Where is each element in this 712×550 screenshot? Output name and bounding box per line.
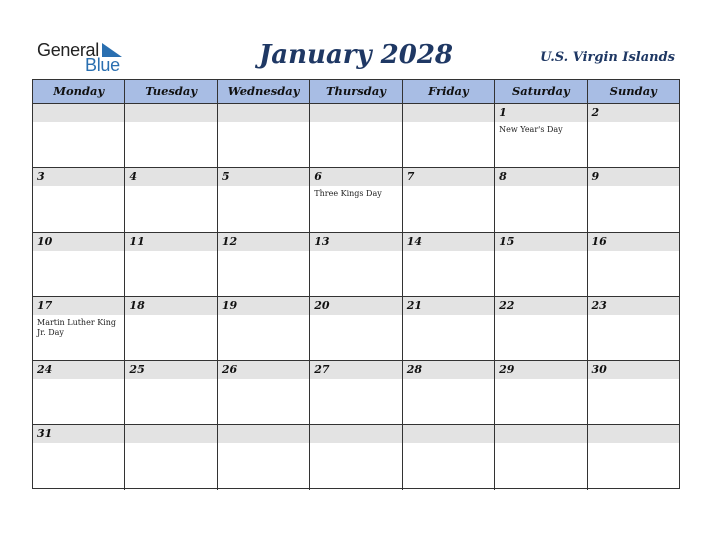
calendar-day-cell <box>218 297 310 360</box>
day-number: 10 <box>37 234 53 248</box>
day-number-band <box>218 104 309 122</box>
day-number-band <box>33 168 124 186</box>
calendar-day-cell <box>588 361 679 424</box>
day-number-band <box>218 168 309 186</box>
calendar-day-cell <box>495 297 587 360</box>
day-number: 9 <box>591 170 600 184</box>
calendar-day-cell <box>495 233 587 296</box>
calendar-week-row <box>33 168 679 232</box>
calendar-day-cell <box>125 425 217 489</box>
day-number-band <box>588 104 679 122</box>
day-number: 1 <box>499 106 507 119</box>
day-number-band <box>403 425 494 443</box>
day-number-band <box>588 168 679 186</box>
calendar-day-cell <box>218 168 310 231</box>
calendar-day-cell <box>310 233 402 296</box>
day-number: 11 <box>129 234 145 248</box>
day-number-band <box>310 168 401 186</box>
day-number: 3 <box>37 170 45 184</box>
calendar-day-cell <box>403 297 495 360</box>
day-number: 19 <box>221 298 238 312</box>
day-number-band <box>403 104 494 122</box>
calendar-day-cell <box>125 361 217 424</box>
calendar-day-cell <box>218 361 310 424</box>
calendar-day-cell <box>125 168 217 231</box>
day-number: 4 <box>129 170 138 184</box>
day-number-band <box>310 104 401 122</box>
calendar-day-cell <box>495 361 587 424</box>
day-number-band <box>588 425 679 443</box>
day-number-band <box>310 425 401 443</box>
weekday-thursday: Thursday <box>310 80 402 103</box>
calendar-week-row <box>33 297 679 361</box>
holiday-label: Martin Luther King Jr. Day <box>37 317 116 337</box>
logo-blue-text: Blue <box>85 55 120 75</box>
calendar-day-cell <box>588 168 679 231</box>
day-number: 29 <box>499 363 515 377</box>
day-number: 24 <box>37 363 53 377</box>
calendar-day-cell <box>310 425 402 489</box>
weekday-sunday: Sunday <box>609 84 657 98</box>
calendar-day-cell <box>403 361 495 424</box>
day-number: 12 <box>221 234 238 248</box>
calendar-day-cell <box>403 104 495 167</box>
calendar-day-cell <box>403 168 495 231</box>
day-number-band <box>33 104 124 122</box>
calendar-day-cell <box>125 297 217 360</box>
day-number: 30 <box>591 363 607 377</box>
calendar-day-cell <box>33 168 125 231</box>
day-number: 2 <box>591 106 600 119</box>
calendar-day-cell <box>218 425 310 489</box>
day-number: 18 <box>129 298 145 312</box>
calendar-day-cell <box>33 233 125 296</box>
calendar-day-cell <box>33 104 125 167</box>
day-number-band <box>403 168 494 186</box>
calendar-day-cell <box>33 425 125 489</box>
day-number: 27 <box>314 363 330 377</box>
day-number: 31 <box>37 427 53 441</box>
day-number: 23 <box>591 298 607 312</box>
day-number: 15 <box>499 234 515 248</box>
calendar-day-cell <box>310 297 402 360</box>
day-number-band <box>495 168 586 186</box>
logo-general-text: General <box>37 40 99 60</box>
calendar-day-cell <box>403 233 495 296</box>
day-number: 16 <box>591 234 607 248</box>
weekday-friday: Friday <box>403 80 495 103</box>
day-number: 7 <box>406 170 415 184</box>
day-number: 21 <box>406 298 422 312</box>
day-number: 20 <box>314 298 330 312</box>
calendar-day-cell <box>310 104 402 167</box>
day-number-band <box>495 104 586 122</box>
holiday-label: New Year's Day <box>499 125 563 134</box>
calendar-title: January 2028 <box>258 40 454 70</box>
day-number-band <box>218 425 309 443</box>
calendar-day-cell <box>125 233 217 296</box>
day-number: 6 <box>314 170 322 184</box>
calendar-day-cell <box>588 233 679 296</box>
calendar-day-cell <box>218 104 310 167</box>
calendar-day-cell <box>495 104 587 167</box>
day-number-band <box>125 104 216 122</box>
calendar-day-cell <box>33 297 125 360</box>
day-number-band <box>125 425 216 443</box>
day-number: 17 <box>37 298 53 312</box>
weekday-tuesday: Tuesday <box>125 80 217 103</box>
calendar-day-cell <box>588 425 679 489</box>
day-number: 25 <box>129 363 145 377</box>
holiday-label: Three Kings Day <box>314 189 382 199</box>
calendar-day-cell <box>495 168 587 231</box>
calendar-week-row <box>33 425 679 489</box>
calendar-weeks <box>33 104 679 490</box>
weekday-saturday: Saturday <box>495 80 587 103</box>
weekday-monday: Monday <box>33 80 125 103</box>
day-number: 14 <box>406 234 422 248</box>
calendar-day-cell <box>588 297 679 360</box>
calendar-day-cell <box>310 168 402 231</box>
calendar-day-cell <box>495 425 587 489</box>
calendar-day-cell <box>218 233 310 296</box>
weekday-header-row <box>33 80 679 104</box>
day-number-band <box>495 425 586 443</box>
day-number: 13 <box>314 234 330 248</box>
day-number: 28 <box>406 363 422 377</box>
calendar-grid <box>32 79 680 489</box>
calendar-day-cell <box>588 104 679 167</box>
day-number: 26 <box>221 363 238 377</box>
calendar-day-cell <box>125 104 217 167</box>
day-number: 5 <box>221 170 230 184</box>
day-number-band <box>125 168 216 186</box>
day-number: 8 <box>499 170 507 184</box>
calendar-day-cell <box>403 425 495 489</box>
calendar-day-cell <box>310 361 402 424</box>
calendar-week-row <box>33 361 679 425</box>
calendar-region: U.S. Virgin Islands <box>540 50 675 65</box>
calendar-day-cell <box>33 361 125 424</box>
weekday-wednesday: Wednesday <box>218 80 310 103</box>
calendar-week-row <box>33 233 679 297</box>
day-number: 22 <box>499 298 515 312</box>
calendar-week-row <box>33 104 679 168</box>
